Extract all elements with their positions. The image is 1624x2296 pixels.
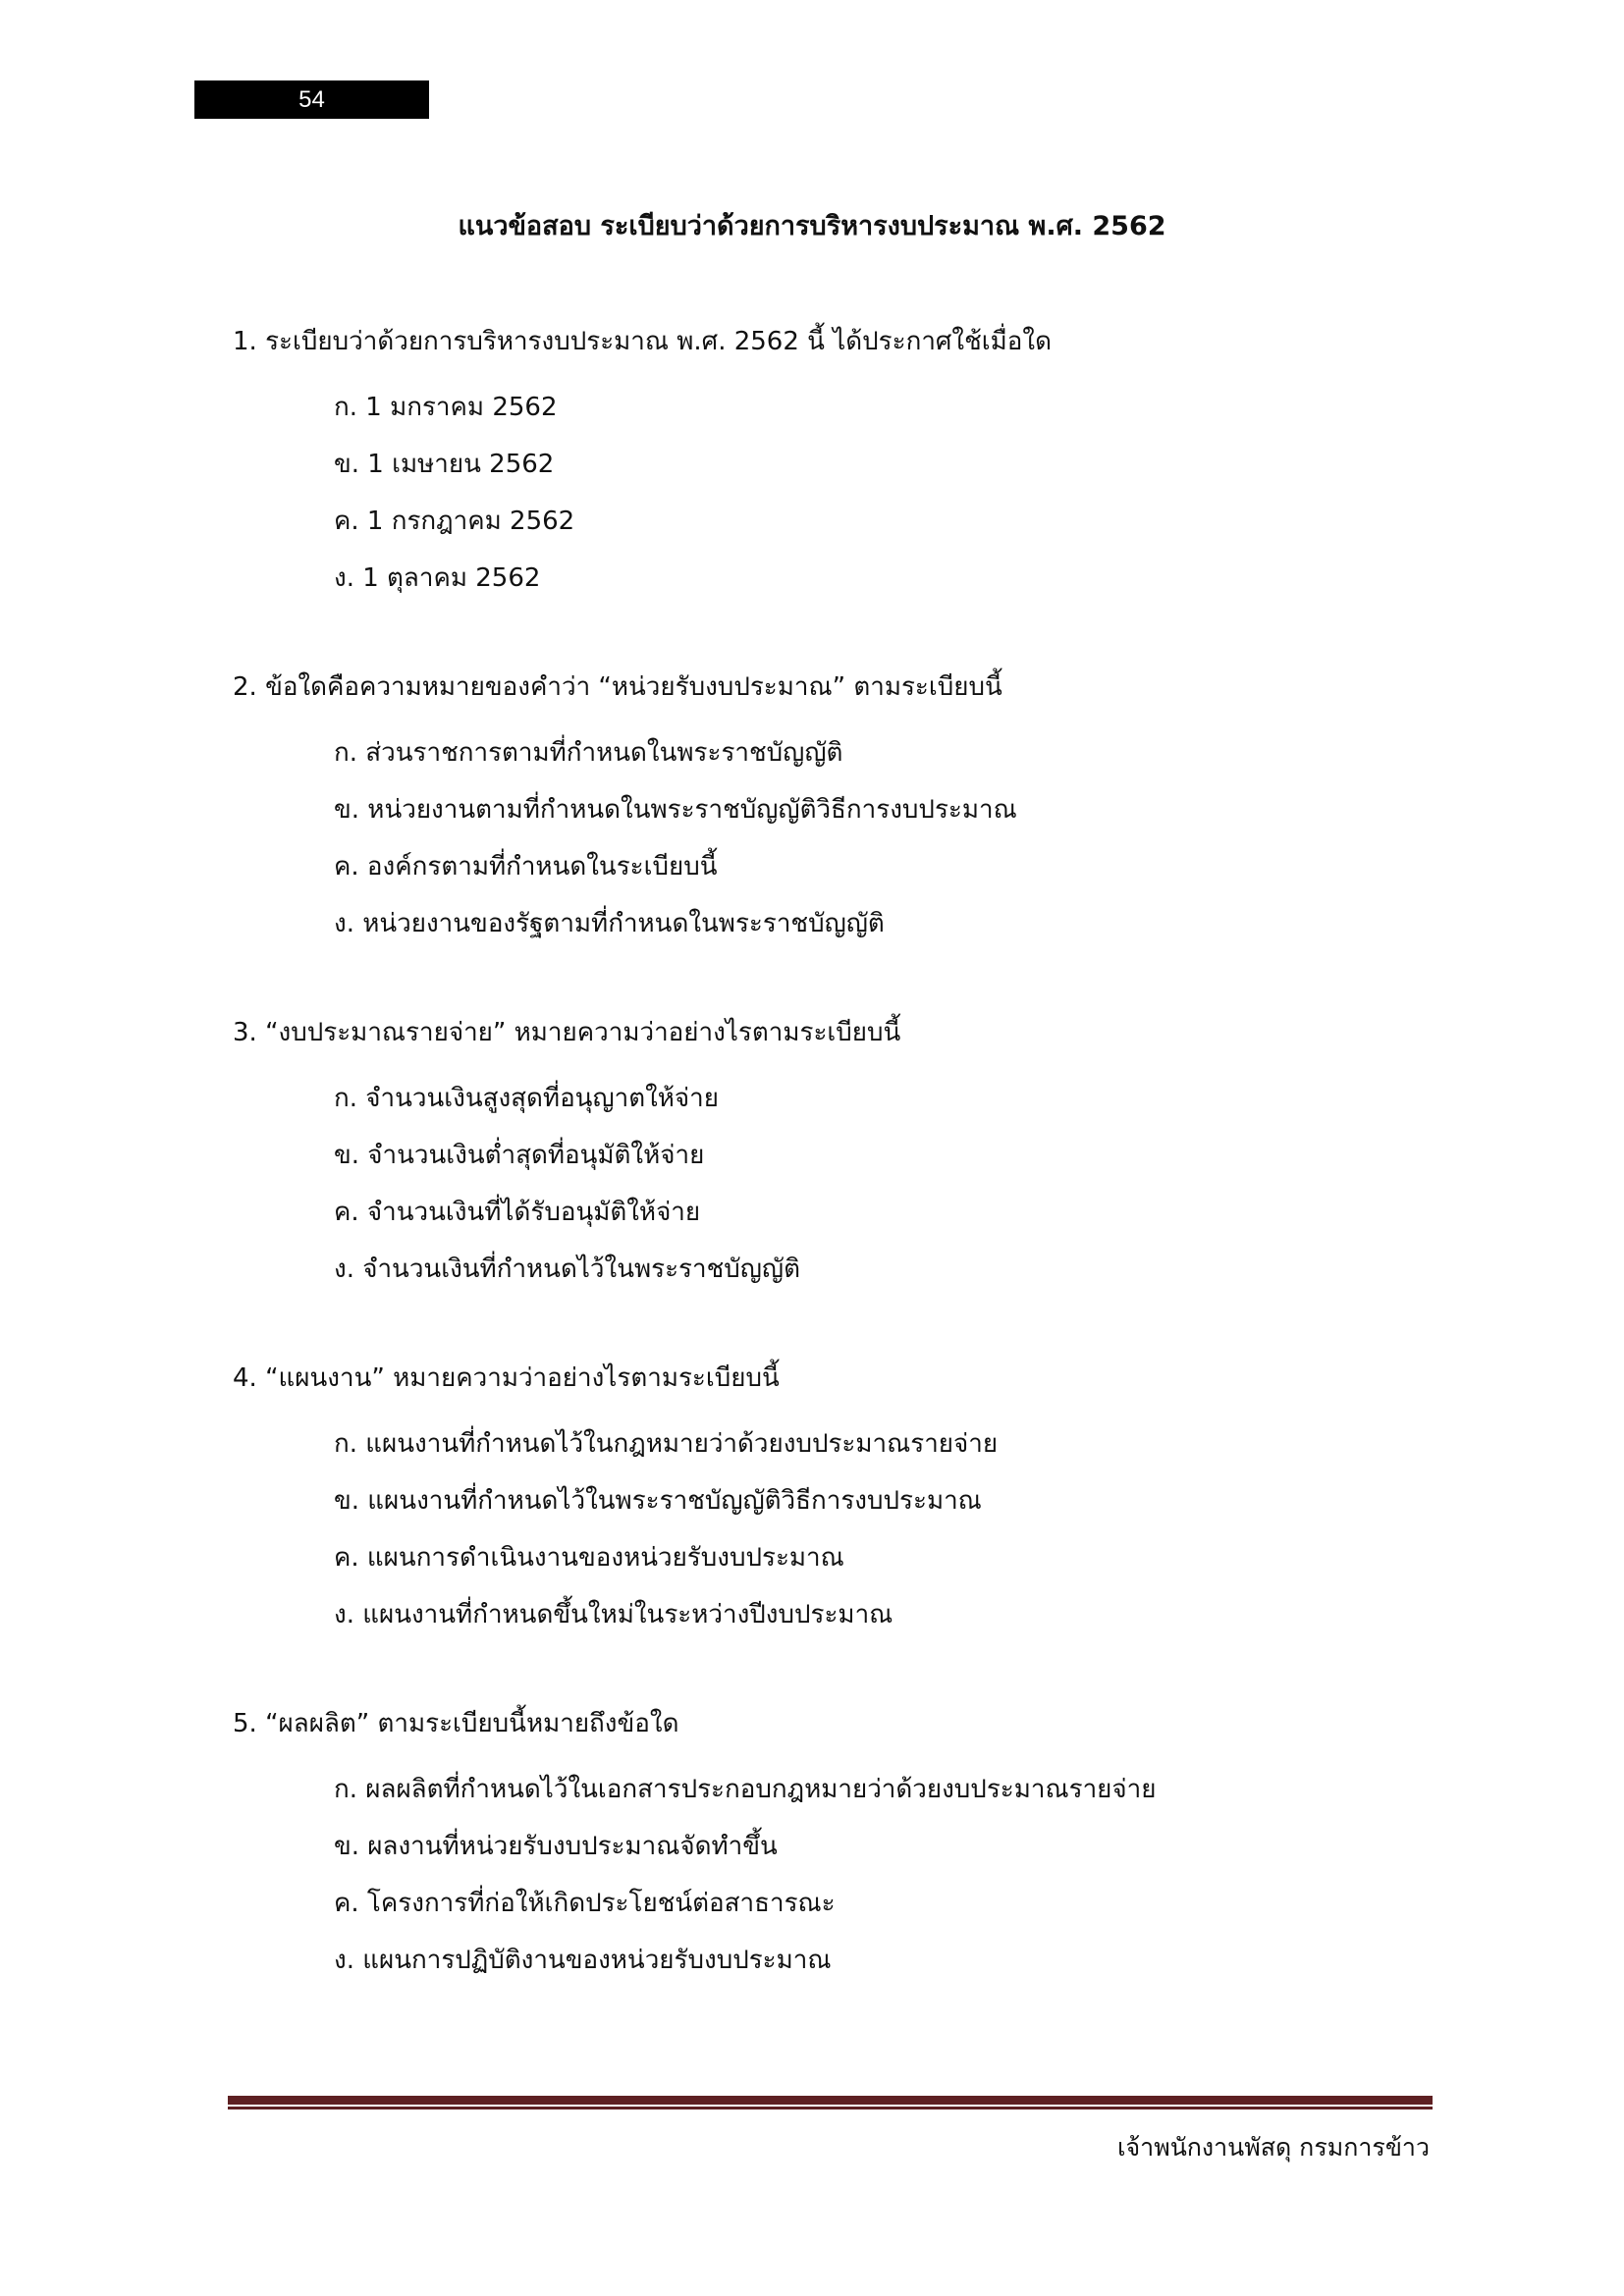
option-list	[233, 1070, 900, 1298]
option-a: ก. แผนงานที่กำหนดไว้ในกฎหมายว่าด้วยงบประมาณรายจ่าย	[334, 1429, 999, 1459]
document-title: แนวข้อสอบ ระเบียบว่าด้วยการบริหารงบประมาณ พ.ศ. 2562	[458, 211, 1166, 241]
option-b: ข. หน่วยงานตามที่กำหนดในพระราชบัญญัติวิธีการงบประมาณ	[334, 795, 1017, 825]
option-d: ง. แผนงานที่กำหนดขึ้นใหม่ในระหว่างปีงบประมาณ	[334, 1600, 893, 1629]
option-c: ค. องค์กรตามที่กำหนดในระเบียบนี้	[334, 852, 718, 881]
option-a: ก. 1 มกราคม 2562	[334, 393, 558, 422]
option-c: ค. โครงการที่ก่อให้เกิดประโยชน์ต่อสาธารณะ	[334, 1889, 836, 1918]
option-b: ข. 1 เมษายน 2562	[334, 450, 555, 479]
option-b: ข. แผนงานที่กำหนดไว้ในพระราชบัญญัติวิธีการงบประมาณ	[334, 1486, 982, 1516]
option-list	[233, 379, 1052, 607]
option-b: ข. ผลงานที่หน่วยรับงบประมาณจัดทำขึ้น	[334, 1832, 778, 1861]
option-a: ก. จำนวนเงินสูงสุดที่อนุญาตให้จ่าย	[334, 1084, 719, 1113]
option-list	[233, 1761, 1156, 1989]
question-2	[233, 667, 1017, 952]
option-list	[233, 724, 1017, 952]
option-c: ค. แผนการดำเนินงานของหน่วยรับงบประมาณ	[334, 1543, 844, 1573]
footer-divider-thin	[228, 2107, 1433, 2109]
question-text: 3. “งบประมาณรายจ่าย” หมายความว่าอย่างไรตามระเบียบนี้	[233, 1018, 901, 1047]
question-4	[233, 1359, 998, 1643]
option-list	[233, 1415, 998, 1643]
question-1	[233, 322, 1052, 607]
option-d: ง. หน่วยงานของรัฐตามที่กำหนดในพระราชบัญญัติ	[334, 909, 885, 938]
question-text: 1. ระเบียบว่าด้วยการบริหารงบประมาณ พ.ศ. 2562 นี้ ได้ประกาศใช้เมื่อใด	[233, 327, 1052, 356]
option-d: ง. แผนการปฏิบัติงานของหน่วยรับงบประมาณ	[334, 1946, 832, 1975]
option-c: ค. จำนวนเงินที่ได้รับอนุมัติให้จ่าย	[334, 1198, 701, 1227]
question-text: 2. ข้อใดคือความหมายของคำว่า “หน่วยรับงบประมาณ” ตามระเบียบนี้	[233, 672, 1002, 702]
question-3	[233, 1013, 900, 1298]
option-a: ก. ส่วนราชการตามที่กำหนดในพระราชบัญญัติ	[334, 738, 843, 768]
option-c: ค. 1 กรกฎาคม 2562	[334, 507, 575, 536]
page-number: 54	[298, 85, 325, 113]
question-5	[233, 1704, 1156, 1989]
option-a: ก. ผลผลิตที่กำหนดไว้ในเอกสารประกอบกฎหมายว่าด้วยงบประมาณรายจ่าย	[334, 1775, 1157, 1804]
question-text: 4. “แผนงาน” หมายความว่าอย่างไรตามระเบียบนี้	[233, 1363, 780, 1393]
option-d: ง. จำนวนเงินที่กำหนดไว้ในพระราชบัญญัติ	[334, 1255, 800, 1284]
page-number-badge	[194, 80, 429, 119]
footer-organization: เจ้าพนักงานพัสดุ กรมการข้าว	[1116, 2133, 1430, 2162]
question-text: 5. “ผลผลิต” ตามระเบียบนี้หมายถึงข้อใด	[233, 1709, 679, 1738]
footer-divider-thick	[228, 2096, 1433, 2105]
option-d: ง. 1 ตุลาคม 2562	[334, 563, 541, 593]
option-b: ข. จำนวนเงินต่ำสุดที่อนุมัติให้จ่าย	[334, 1141, 705, 1170]
